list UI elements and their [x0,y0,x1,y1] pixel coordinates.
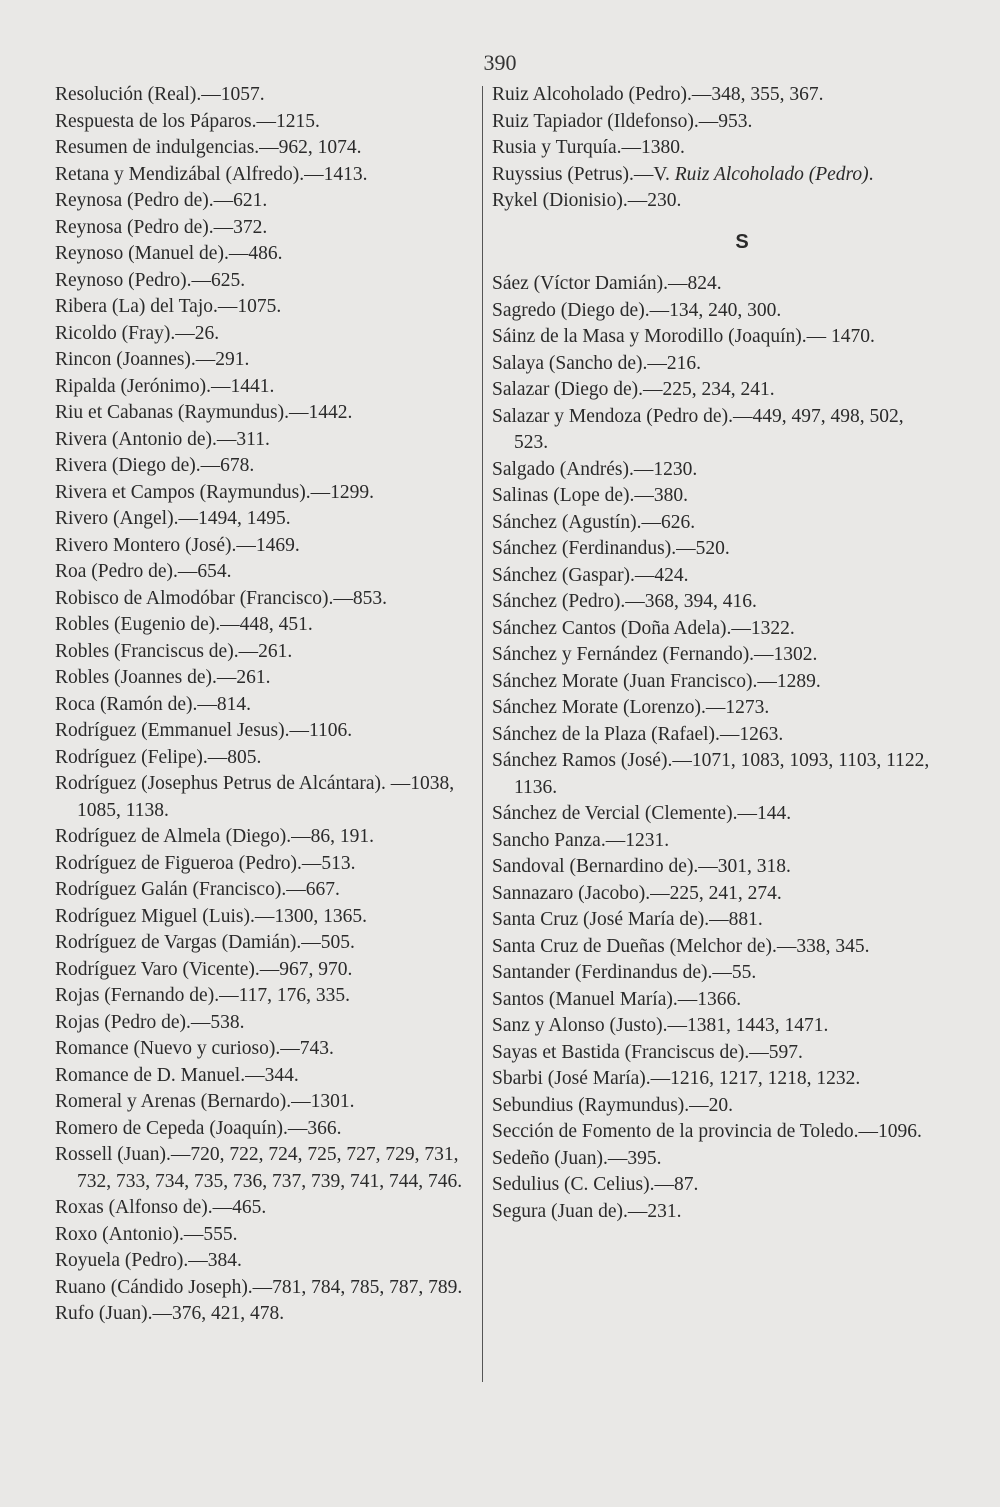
index-entry: Santander (Ferdinandus de).—55. [492,962,757,983]
index-entry: Sáez (Víctor Damián).—824. [492,273,722,294]
index-entry: Sáinz de la Masa y Morodillo (Joaquín).— 1470. [492,326,875,347]
index-entry: Romero de Cepeda (Joaquín).—366. [55,1117,342,1139]
index-entry: Ricoldo (Fray).—26. [55,322,220,344]
index-entry: Salazar (Diego de).—225, 234, 241. [492,379,775,400]
index-entry: Rivero (Angel).—1494, 1495. [55,508,291,529]
index-entry: Rufo (Juan).—376, 421, 478. [55,1303,285,1324]
index-entry: Resumen de indulgencias.—962, 1074. [55,137,362,158]
index-entry: Sannazaro (Jacobo).—225, 241, 274. [492,882,782,904]
index-entry: Sánchez (Ferdinandus).—520. [492,538,730,559]
index-entry: Sagredo (Diego de).—134, 240, 300. [492,299,782,321]
index-entry: Robles (Franciscus de).—261. [55,640,293,662]
index-entry: Sánchez de la Plaza (Rafael).—1263. [492,723,784,745]
index-entry: Rivera (Diego de).—678. [55,455,255,476]
index-entry: Rojas (Fernando de).—117, 176, 335. [55,985,350,1006]
index-entry: Sbarbi (José María).—1216, 1217, 1218, 1232. [492,1068,861,1089]
index-entry: Rojas (Pedro de).—538. [55,1011,245,1033]
index-entry: Reynoso (Manuel de).—486. [55,243,283,264]
index-entry: Ruiz Tapiador (Ildefonso).—953. [492,110,753,132]
index-entry: Rossell (Juan).—720, 722, 724, 725, 727, 729, 731, 732, 733, 734, 735, 736, 737, 739, 741, 744, 746. [55,1144,463,1192]
index-entry: Ribera (La) del Tajo.—1075. [55,296,282,317]
index-entry: Ruiz Alcoholado (Pedro).—348, 355, 367. [492,84,824,105]
section-letter: S [735,230,749,253]
index-entry: Robles (Eugenio de).—448, 451. [55,614,313,635]
index-entry: Ruano (Cándido Joseph).—781, 784, 785, 787, 789. [55,1276,463,1298]
index-entry: Sánchez de Vercial (Clemente).—144. [492,803,792,824]
index-entry: Reynosa (Pedro de).—621. [55,190,268,211]
left-column [55,82,470,1328]
index-entry: Rivero Montero (José).—1469. [55,534,300,556]
index-entry: Sánchez Cantos (Doña Adela).—1322. [492,617,795,639]
index-entry: Santos (Manuel María).—1366. [492,988,742,1010]
index-entry: Sancho Panza.—1231. [492,829,670,851]
index-entry: Rodríguez (Emmanuel Jesus).—1106. [55,720,353,741]
index-entry: Robisco de Almodóbar (Francisco).—853. [55,587,387,609]
index-entry: Sánchez (Pedro).—368, 394, 416. [492,591,757,612]
index-entry: Roxo (Antonio).—555. [55,1223,238,1245]
index-entry: Rykel (Dionisio).—230. [492,190,682,211]
index-entry: Salgado (Andrés).—1230. [492,458,698,480]
index-entry: Rincon (Joannes).—291. [55,349,250,370]
index-entry: Sánchez Ramos (José).—1071, 1083, 1093, 1103, 1122, 1136. [492,750,930,798]
index-entry: Romeral y Arenas (Bernardo).—1301. [55,1091,355,1112]
right-column [492,82,932,1225]
index-entry: Santa Cruz de Dueñas (Melchor de).—338, 345. [492,935,870,957]
index-entry: Rodríguez (Felipe).—805. [55,746,262,768]
index-entry: Sanz y Alonso (Justo).—1381, 1443, 1471. [492,1015,829,1036]
index-entry: Salinas (Lope de).—380. [492,485,689,506]
index-entry: Salazar y Mendoza (Pedro de).—449, 497, 498, 502, 523. [492,405,904,453]
index-entry: Royuela (Pedro).—384. [55,1250,242,1271]
index-entry: Romance de D. Manuel.—344. [55,1064,299,1086]
index-entry: Resolución (Real).—1057. [55,84,265,105]
index-entry: Sayas et Bastida (Franciscus de).—597. [492,1041,803,1063]
column-divider [482,86,483,1382]
index-entry: Rivera et Campos (Raymundus).—1299. [55,481,374,503]
index-entry: Sandoval (Bernardino de).—301, 318. [492,856,791,877]
index-entry: Rodríguez Galán (Francisco).—667. [55,879,340,900]
index-entry: Sánchez (Gaspar).—424. [492,564,689,586]
index-entry: Sánchez Morate (Juan Francisco).—1289. [492,670,821,692]
index-entry: Sección de Fomento de la provincia de Toledo.—1096. [492,1121,922,1142]
index-entry: Sedulius (C. Celius).—87. [492,1174,699,1195]
index-entry: Roa (Pedro de).—654. [55,561,232,582]
index-entry: Rivera (Antonio de).—311. [55,428,270,450]
cross-reference: Ruiz Alcoholado (Pedro) [674,163,869,185]
entry-text: Ruyssius (Petrus).—V. [492,163,675,185]
index-entry: Rusia y Turquía.—1380. [492,137,685,158]
index-entry: Segura (Juan de).—231. [492,1200,682,1222]
index-entry: Respuesta de los Páparos.—1215. [55,110,320,132]
index-entry: Sebundius (Raymundus).—20. [492,1094,734,1116]
index-entry: Romance (Nuevo y curioso).—743. [55,1038,334,1059]
index-entry: Robles (Joannes de).—261. [55,667,271,688]
index-entry: Rodríguez de Figueroa (Pedro).—513. [55,852,356,874]
index-entry: Rodríguez de Vargas (Damián).—505. [55,932,355,953]
index-entry: Sánchez (Agustín).—626. [492,511,696,533]
index-entry: Rodríguez (Josephus Petrus de Alcántara). —1038, 1085, 1138. [55,773,455,821]
index-entry-cross-reference [492,162,932,189]
index-entry: Rodríguez Varo (Vicente).—967, 970. [55,958,353,980]
index-entry: Riu et Cabanas (Raymundus).—1442. [55,402,353,423]
index-entry: Sánchez y Fernández (Fernando).—1302. [492,644,818,665]
page-number: 390 [483,50,517,75]
index-entry: Sánchez Morate (Lorenzo).—1273. [492,697,770,718]
index-entry: Sedeño (Juan).—395. [492,1147,662,1169]
index-entry: Reynoso (Pedro).—625. [55,269,246,291]
index-entry: Salaya (Sancho de).—216. [492,352,702,374]
entry-end: . [868,163,874,185]
index-entry: Rodríguez Miguel (Luis).—1300, 1365. [55,905,367,927]
index-entry: Rodríguez de Almela (Diego).—86, 191. [55,826,374,847]
index-entry: Roca (Ramón de).—814. [55,693,252,715]
index-entry: Roxas (Alfonso de).—465. [55,1197,267,1218]
index-entry: Retana y Mendizábal (Alfredo).—1413. [55,163,368,185]
index-entry: Ripalda (Jerónimo).—1441. [55,375,275,397]
index-entry: Santa Cruz (José María de).—881. [492,909,763,930]
index-entry: Reynosa (Pedro de).—372. [55,216,268,238]
